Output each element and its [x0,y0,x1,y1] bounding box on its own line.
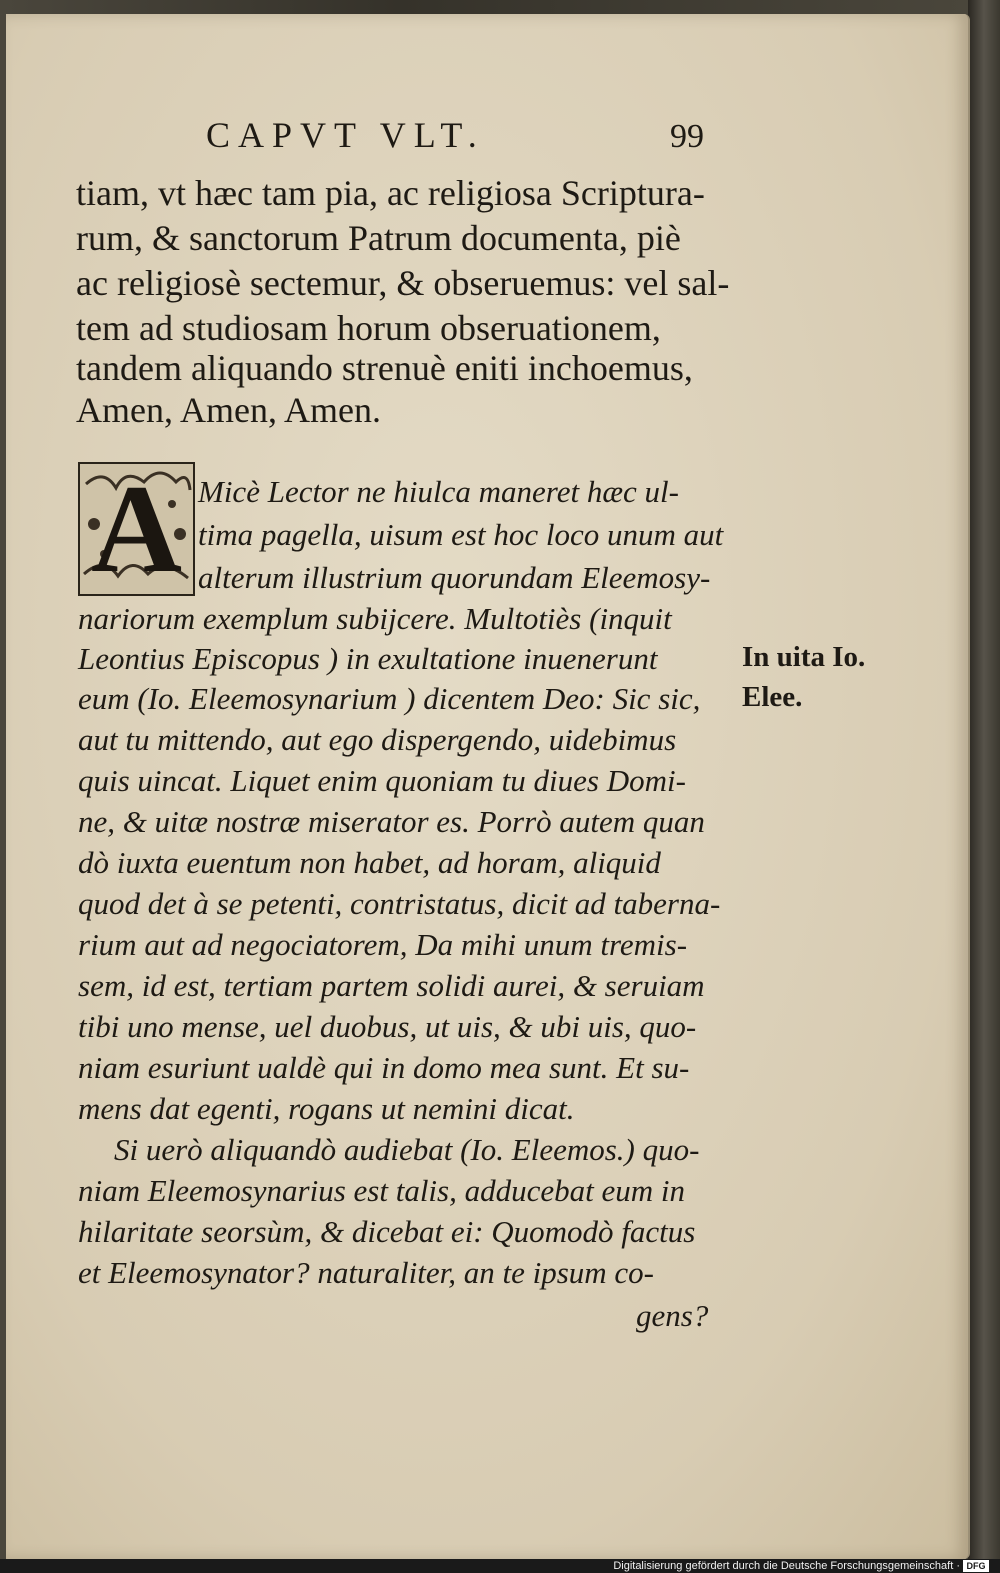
italic-text-line: niam esuriunt ualdè qui in domo mea sunt. Et su- [78,1050,690,1085]
decorated-initial [78,460,195,599]
main-text-line: Amen, Amen, Amen. [76,390,381,430]
book-page [6,14,970,1559]
main-text-line: tem ad studiosam horum obseruationem, [76,308,661,348]
italic-text-line: et Eleemosynator? naturaliter, an te ipsum co- [78,1255,654,1290]
italic-text-line: ne, & uitæ nostræ miserator es. Porrò autem quan [78,804,705,839]
dfg-logo: DFG [963,1560,989,1572]
italic-text-line: tima pagella, uisum est hoc loco unum aut [198,517,724,552]
italic-text-line: rium aut ad negociatorem, Da mihi unum tremis- [78,927,688,962]
running-head: CAPVT VLT. [206,115,485,155]
italic-text-line: alterum illustrium quorundam Eleemosy- [198,560,711,595]
italic-text-line: dò iuxta euentum non habet, ad horam, aliquid [78,845,661,880]
italic-text-line: nariorum exemplum subijcere. Multotiès (inquit [78,601,672,636]
initial-letter: A [91,460,182,599]
main-text-line: rum, & sanctorum Patrum documenta, piè [76,218,681,258]
page-number: 99 [670,118,704,155]
book-cover-edge [968,0,1000,1573]
italic-text-line: sem, id est, tertiam partem solidi aurei, & seruiam [78,968,705,1003]
italic-text-line: eum (Io. Eleemosynarium ) dicentem Deo: Sic sic, [78,681,701,716]
italic-text-line: aut tu mittendo, aut ego dispergendo, uidebimus [78,722,677,757]
margin-note-line: In uita Io. [742,641,866,673]
main-text-line: tiam, vt hæc tam pia, ac religiosa Scriptura- [76,173,705,213]
main-text-line: ac religiosè sectemur, & obseruemus: vel sal- [76,263,730,303]
catchword: gens? [636,1298,709,1333]
italic-text-line: Si uerò aliquandò audiebat (Io. Eleemos.) quo- [114,1132,700,1167]
italic-text-line: tibi uno mense, uel duobus, ut uis, & ubi uis, quo- [78,1009,697,1044]
italic-text-line: quis uincat. Liquet enim quoniam tu diues Domi- [78,763,686,798]
main-text-line: tandem aliquando strenuè eniti inchoemus, [76,348,693,388]
italic-text-line: hilaritate seorsùm, & dicebat ei: Quomodò factus [78,1214,696,1249]
italic-text-line: niam Eleemosynarius est talis, adducebat eum in [78,1173,685,1208]
margin-note-line: Elee. [742,681,803,713]
italic-text-line: mens dat egenti, rogans ut nemini dicat. [78,1091,575,1126]
italic-text-line: Micè Lector ne hiulca maneret hæc ul- [198,474,679,509]
footer-credit: Digitalisierung gefördert durch die Deutsche Forschungsgemeinschaft · [613,1560,960,1572]
italic-text-line: quod det à se petenti, contristatus, dicit ad taberna- [78,886,721,921]
italic-text-line: Leontius Episcopus ) in exultatione inuenerunt [78,641,658,676]
